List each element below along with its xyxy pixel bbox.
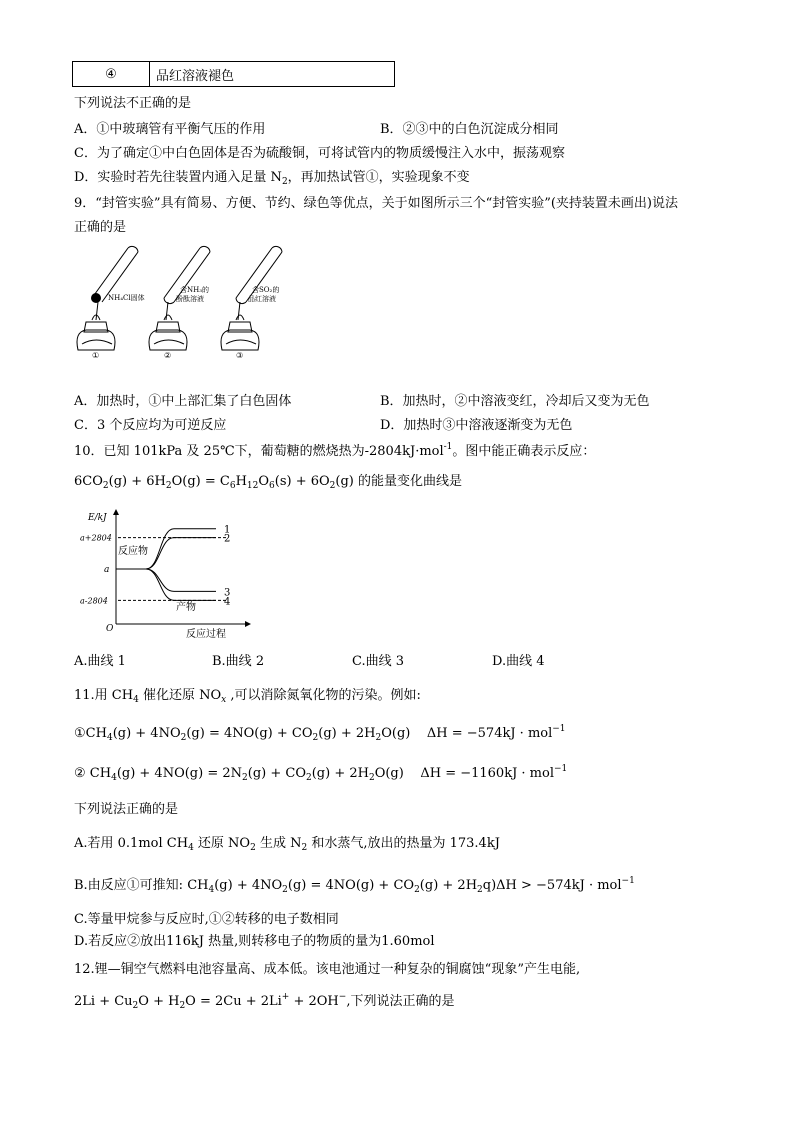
table-row	[73, 62, 395, 87]
q8-option-b: B．②③中的白色沉淀成分相同	[380, 122, 559, 137]
tube-2-label-1: 含NH₃的	[180, 286, 210, 294]
q11-option-a-pre: A.若用 0.1mol CH	[74, 836, 189, 851]
q9-stem-2: 正确的是	[74, 220, 127, 235]
top-table	[72, 61, 395, 87]
q11-option-d: D.若反应②放出116kJ 热量,则转移电子的物质的量为1.60mol	[74, 934, 435, 949]
q10-equation: $6CO_2(g) + 6H_2O(g) = C_6H_{12}O_6(s) + 6O_2(g)$ 的能量变化曲线是	[74, 474, 463, 491]
q10-stem-sup: -1	[443, 442, 453, 452]
q9-option-c: C．3 个反应均为可逆反应	[74, 418, 227, 433]
q11-ask: 下列说法正确的是	[74, 802, 179, 817]
q8-option-d: D．实验时若先往装置内通入足量 $N_2$，再加热试管①，实验现象不变	[74, 170, 470, 187]
sealed-tube-figure	[72, 240, 302, 358]
product-label: 产物	[176, 602, 196, 613]
q9-option-b: B．加热时，②中溶液变红，冷却后又变为无色	[380, 394, 650, 409]
q10-option-c: C.曲线 3	[352, 654, 405, 669]
curve-1-label: 1	[224, 524, 231, 536]
q11-option-b-pre: B.由反应①可推知:	[74, 878, 188, 893]
origin-label: O	[106, 624, 114, 634]
q11-reaction-1: $①CH_4(g) + 4NO_2(g) = 4NO(g) + CO_2(g) + 2H_2O(g)$ ΔH = −574kJ · mol$^{-1}$	[74, 724, 566, 743]
q11-option-a-mid: 还原 NO	[193, 836, 251, 851]
y-axis-label: E/kJ	[88, 513, 107, 523]
y-tick-label-bottom: a-2804	[80, 596, 108, 606]
q10-equation-tail: 的能量变化曲线是	[358, 474, 463, 489]
table-cell-number: ④	[73, 62, 150, 87]
q11-reaction-2: ② $CH_4(g) + 4NO(g) = 2N_2(g) + CO_2(g) + 2H_2O(g)$ ΔH = −1160kJ · mol$^{-1}$	[74, 764, 568, 783]
q11-stem-mid: 催化还原 NO	[138, 688, 222, 703]
curve-3-label: 3	[224, 587, 231, 599]
tube-1-label: NH₄Cl固体	[108, 294, 145, 302]
reactant-label: 反应物	[118, 546, 148, 557]
y-tick-label-mid: a	[104, 565, 110, 575]
q10-stem-pre: 10．已知 101kPa 及 25℃下，葡萄糖的燃烧热为-2804kJ·mol	[74, 444, 444, 459]
tube-2-number: ②	[164, 351, 172, 358]
curve-4	[116, 569, 216, 600]
q11-option-a-mid2: 生成 N	[255, 836, 302, 851]
q11-stem-pre: 11.用 CH	[74, 688, 134, 703]
q8-option-d-post: ，再加热试管①，实验现象不变	[287, 170, 470, 185]
q8-stem: 下列说法不正确的是	[74, 96, 192, 111]
q10-stem	[74, 440, 595, 459]
q10-option-a: A.曲线 1	[74, 654, 126, 669]
curve-4-label: 4	[224, 596, 231, 608]
q12-stem: 12.锂—铜空气燃料电池容量高、成本低。该电池通过一种复杂的铜腐蚀“现象”产生电能,	[74, 962, 581, 977]
q10-option-d: D.曲线 4	[492, 654, 545, 669]
tube-3-number: ③	[236, 351, 244, 358]
q8-option-a: A．①中玻璃管有平衡气压的作用	[74, 122, 266, 137]
x-axis-label: 反应过程	[186, 629, 226, 640]
q9-stem-1: 9．“封管实验”具有简易、方便、节约、绿色等优点，关于如图所示三个“封管实验”(夹持装置未画出)说法	[74, 196, 678, 211]
q11-option-a: A.若用 0.1mol $CH_4$ 还原 $NO_2$ 生成 $N_2$ 和水蒸气,放出的热量为 173.4kJ	[74, 836, 500, 853]
curve-3	[116, 569, 216, 591]
q11-stem: 11.用 $CH_4$ 催化还原 $NO_x$ ,可以消除氮氧化物的污染。例如:	[74, 688, 421, 705]
tube-3-label-2: 品红溶液	[248, 295, 276, 303]
tube-1-number: ①	[92, 351, 100, 358]
table-cell-phenomenon: 品红溶液褪色	[150, 62, 395, 87]
q11-stem-post: ,可以消除氮氧化物的污染。例如:	[226, 688, 421, 703]
tube-3-label-1: 含SO₂的	[252, 286, 280, 294]
q8-option-d-pre: D．实验时若先往装置内通入足量 N	[74, 170, 282, 185]
curve-2-label: 2	[224, 533, 231, 545]
q8-option-c: C．为了确定①中白色固体是否为硫酸铜，可将试管内的物质缓慢注入水中，振荡观察	[74, 146, 565, 161]
y-tick-label-top: a+2804	[80, 533, 112, 543]
q10-option-b: B.曲线 2	[212, 654, 265, 669]
q9-option-d: D．加热时③中溶液逐渐变为无色	[380, 418, 573, 433]
energy-chart	[76, 506, 256, 641]
q11-option-b: B.由反应①可推知: $CH_4(g) + 4NO_2(g) = 4NO(g) + CO_2(g) + 2H_2q)\Delta H > -574kJ \cdot mol^{-1}$	[74, 876, 635, 895]
q9-option-a: A．加热时，①中上部汇集了白色固体	[74, 394, 292, 409]
tube-2-label-2: 酚酞溶液	[176, 295, 204, 303]
q12-equation-tail: ,下列说法正确的是	[346, 994, 455, 1009]
q11-option-c: C.等量甲烷参与反应时,①②转移的电子数相同	[74, 912, 339, 927]
q10-stem-post: 。图中能正确表示反应：	[452, 444, 596, 459]
q11-option-a-post: 和水蒸气,放出的热量为 173.4kJ	[307, 836, 500, 851]
q12-equation: $2Li + Cu_2O + H_2O = 2Cu + 2Li^+ + 2OH^-$,下列说法正确的是	[74, 992, 455, 1011]
